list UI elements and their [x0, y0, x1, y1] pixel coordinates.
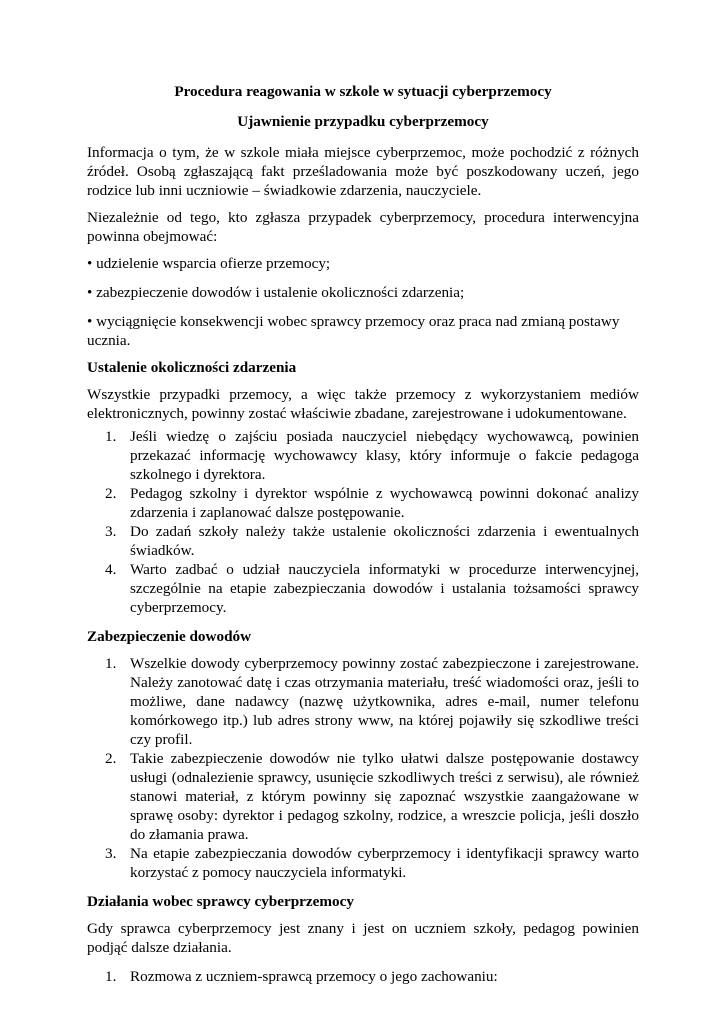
list-item-text: Jeśli wiedzę o zajściu posiada nauczyciel niebędący wychowawcą, powinien przekazać informację wychowawcy klasy, który informuje o fakcie pedagoga szkolnego i dyrektora. — [130, 428, 639, 483]
intro-paragraph-1: Informacja o tym, że w szkole miała miejsce cyberprzemoc, może pochodzić z różnych źródeł. Osobą zgłaszającą fakt prześladowania może być poszkodowany uczeń, jego rodzice lub inni uczniowie – świadkowie zdarzenia, nauczyciele. — [87, 144, 639, 199]
list-number: 2. — [105, 750, 117, 767]
list-item — [87, 967, 639, 986]
list-number: 3. — [105, 523, 117, 540]
list-number: 2. — [105, 485, 117, 502]
document-title: Procedura reagowania w szkole w sytuacji cyberprzemocy — [174, 83, 552, 100]
list-number: 1. — [105, 428, 117, 445]
list-item — [87, 560, 639, 617]
list-number: 1. — [105, 968, 117, 985]
actions-list — [87, 967, 639, 986]
document-page — [87, 82, 639, 986]
list-item — [87, 844, 639, 882]
section-heading-circumstances: Ustalenie okoliczności zdarzenia — [87, 359, 297, 376]
section-paragraph: Gdy sprawca cyberprzemocy jest znany i jest on uczniem szkoły, pedagog powinien podjąć dalsze działania. — [87, 920, 639, 956]
list-item — [87, 522, 639, 560]
bullet-item: • zabezpieczenie dowodów i ustalenie okoliczności zdarzenia; — [87, 284, 465, 301]
list-number: 4. — [105, 561, 117, 578]
list-item-text: Warto zadbać o udział nauczyciela informatyki w procedurze interwencyjnej, szczególnie na etapie zabezpieczania dowodów i ustalania tożsamości sprawcy cyberprzemocy. — [130, 561, 639, 616]
list-item — [87, 749, 639, 844]
list-item — [87, 484, 639, 522]
section-heading-evidence: Zabezpieczenie dowodów — [87, 628, 252, 645]
list-item-text: Takie zabezpieczenie dowodów nie tylko ułatwi dalsze postępowanie dostawcy usługi (odnalezienie sprawcy, usunięcie szkodliwych treści z serwisu), ale również stanowi materiał, z którym powinny się zapoznać wszystkie zaangażowane w sprawę osoby: dyrektor i pedagog szkolny, rodzice, a wreszcie policja, jeśli doszło do złamania prawa. — [130, 750, 639, 843]
list-number: 3. — [105, 845, 117, 862]
circumstances-list — [87, 427, 639, 617]
section-heading-actions: Działania wobec sprawcy cyberprzemocy — [87, 893, 354, 910]
document-subtitle: Ujawnienie przypadku cyberprzemocy — [237, 113, 489, 130]
bullet-item: • wyciągnięcie konsekwencji wobec sprawcy przemocy oraz praca nad zmianą postawy ucznia. — [87, 313, 620, 349]
section-paragraph: Wszystkie przypadki przemocy, a więc także przemocy z wykorzystaniem mediów elektronicznych, powinny zostać właściwie zbadane, zarejestrowane i udokumentowane. — [87, 386, 639, 422]
list-item — [87, 427, 639, 484]
list-item — [87, 654, 639, 749]
evidence-list — [87, 654, 639, 882]
list-number: 1. — [105, 655, 117, 672]
list-item-text: Pedagog szkolny i dyrektor wspólnie z wychowawcą powinni dokonać analizy zdarzenia i zaplanować dalsze postępowanie. — [130, 485, 639, 521]
list-item-text: Rozmowa z uczniem-sprawcą przemocy o jego zachowaniu: — [130, 968, 498, 985]
list-item-text: Wszelkie dowody cyberprzemocy powinny zostać zabezpieczone i zarejestrowane. Należy zanotować datę i czas otrzymania materiału, treść wiadomości oraz, jeśli to możliwe, dane nadawcy (nazwę użytkownika, adres e-mail, numer telefonu komórkowego itp.) lub adres strony www, na której pojawiły się szkodliwe treści czy profil. — [130, 655, 639, 748]
list-item-text: Na etapie zabezpieczania dowodów cyberprzemocy i identyfikacji sprawcy warto korzystać z pomocy nauczyciela informatyki. — [130, 845, 639, 881]
intro-paragraph-2: Niezależnie od tego, kto zgłasza przypadek cyberprzemocy, procedura interwencyjna powinna obejmować: — [87, 209, 639, 245]
list-item-text: Do zadań szkoły należy także ustalenie okoliczności zdarzenia i ewentualnych świadków. — [130, 523, 639, 559]
bullet-item: • udzielenie wsparcia ofierze przemocy; — [87, 255, 331, 272]
